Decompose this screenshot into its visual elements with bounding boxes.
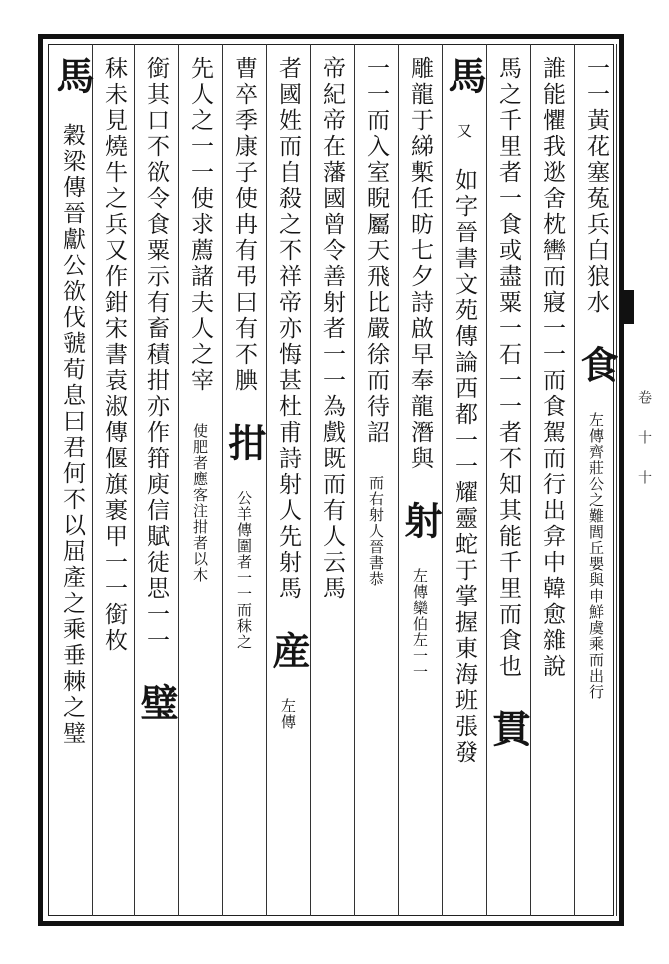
text-column [398, 56, 442, 916]
edge-tab [622, 290, 634, 324]
text-column [574, 56, 618, 916]
headword-guan: 貫 [486, 709, 531, 747]
column-text: 銜其口不欲令食粟示有畜積拑亦作箝庾信賦徒思一一 [143, 56, 169, 654]
column-text: 秣未見燒牛之兵又作鉗宋書袁淑傳偃旗裹甲一一銜枚 [101, 56, 127, 654]
headword-annotation: 而右射人晉書恭 [367, 475, 385, 587]
column-text: 如字晉書文苑傳論西都一一耀靈蛇于掌握東海班張發 [451, 168, 477, 766]
text-column [442, 56, 486, 916]
headword-bi: 璧 [134, 683, 179, 721]
headword-sheima: 射 [398, 501, 443, 539]
column-text: 誰能懼我逖舍枕轡而寢一一而食駕而行出弇中韓愈雜說 [539, 56, 565, 680]
headword-ma: 馬 [442, 56, 487, 94]
text-column [222, 56, 266, 916]
text-column [486, 56, 530, 916]
text-column [92, 56, 136, 916]
headword-annotation: 公羊傳圍者一一而秣之 [235, 490, 253, 650]
column-text: 一一黃花塞菟兵白狼水 [583, 56, 609, 316]
headword-annotation: 使肥者應客注拑者以木 [191, 423, 209, 583]
text-column [354, 56, 398, 916]
headword-chanma: 産 [266, 631, 311, 669]
column-text: 穀梁傳晉獻公欲伐虢荀息曰君何不以屈產之乘垂棘之璧 [59, 123, 85, 747]
headword-prefix: 又 [455, 123, 473, 139]
column-text: 者國姓而自殺之不祥帝亦悔甚杜甫詩射人先射馬 [275, 56, 301, 602]
column-text: 馬之千里者一食或盡粟一石一一者不知其能千里而食也 [495, 56, 521, 680]
text-column [50, 56, 94, 916]
headword-annotation: 左傳 [279, 698, 297, 730]
edge-mark: 十 [636, 470, 652, 486]
text-column [266, 56, 310, 916]
column-text: 帝紀帝在藩國曾令善射者一一為戲既而有人云馬 [319, 56, 345, 602]
headword-annotation: 左傳欒伯左一一 [411, 568, 429, 680]
column-text: 一一而入室睨屬天飛比嚴徐而待詔 [363, 56, 389, 446]
text-column [530, 56, 574, 916]
edge-mark: 十 [636, 430, 652, 446]
edge-mark: 卷 [636, 390, 652, 406]
text-column [134, 56, 178, 916]
column-text: 雕龍于綈槧任昉七夕詩啟早奉龍潛與 [407, 56, 433, 472]
headword-annotation: 左傳齊莊公之難閭丘嬰與申鮮虞乘而出行 [587, 412, 605, 700]
column-text: 曹卒季康子使冉有弔曰有不腆 [231, 56, 257, 394]
headword-qianma: 拑 [222, 423, 267, 461]
column-text: 先人之一一使求薦諸夫人之宰 [187, 56, 213, 394]
headword-ma: 馬 [50, 56, 95, 94]
text-column [178, 56, 222, 916]
text-column [310, 56, 354, 916]
headword-main: 食 [574, 345, 619, 383]
